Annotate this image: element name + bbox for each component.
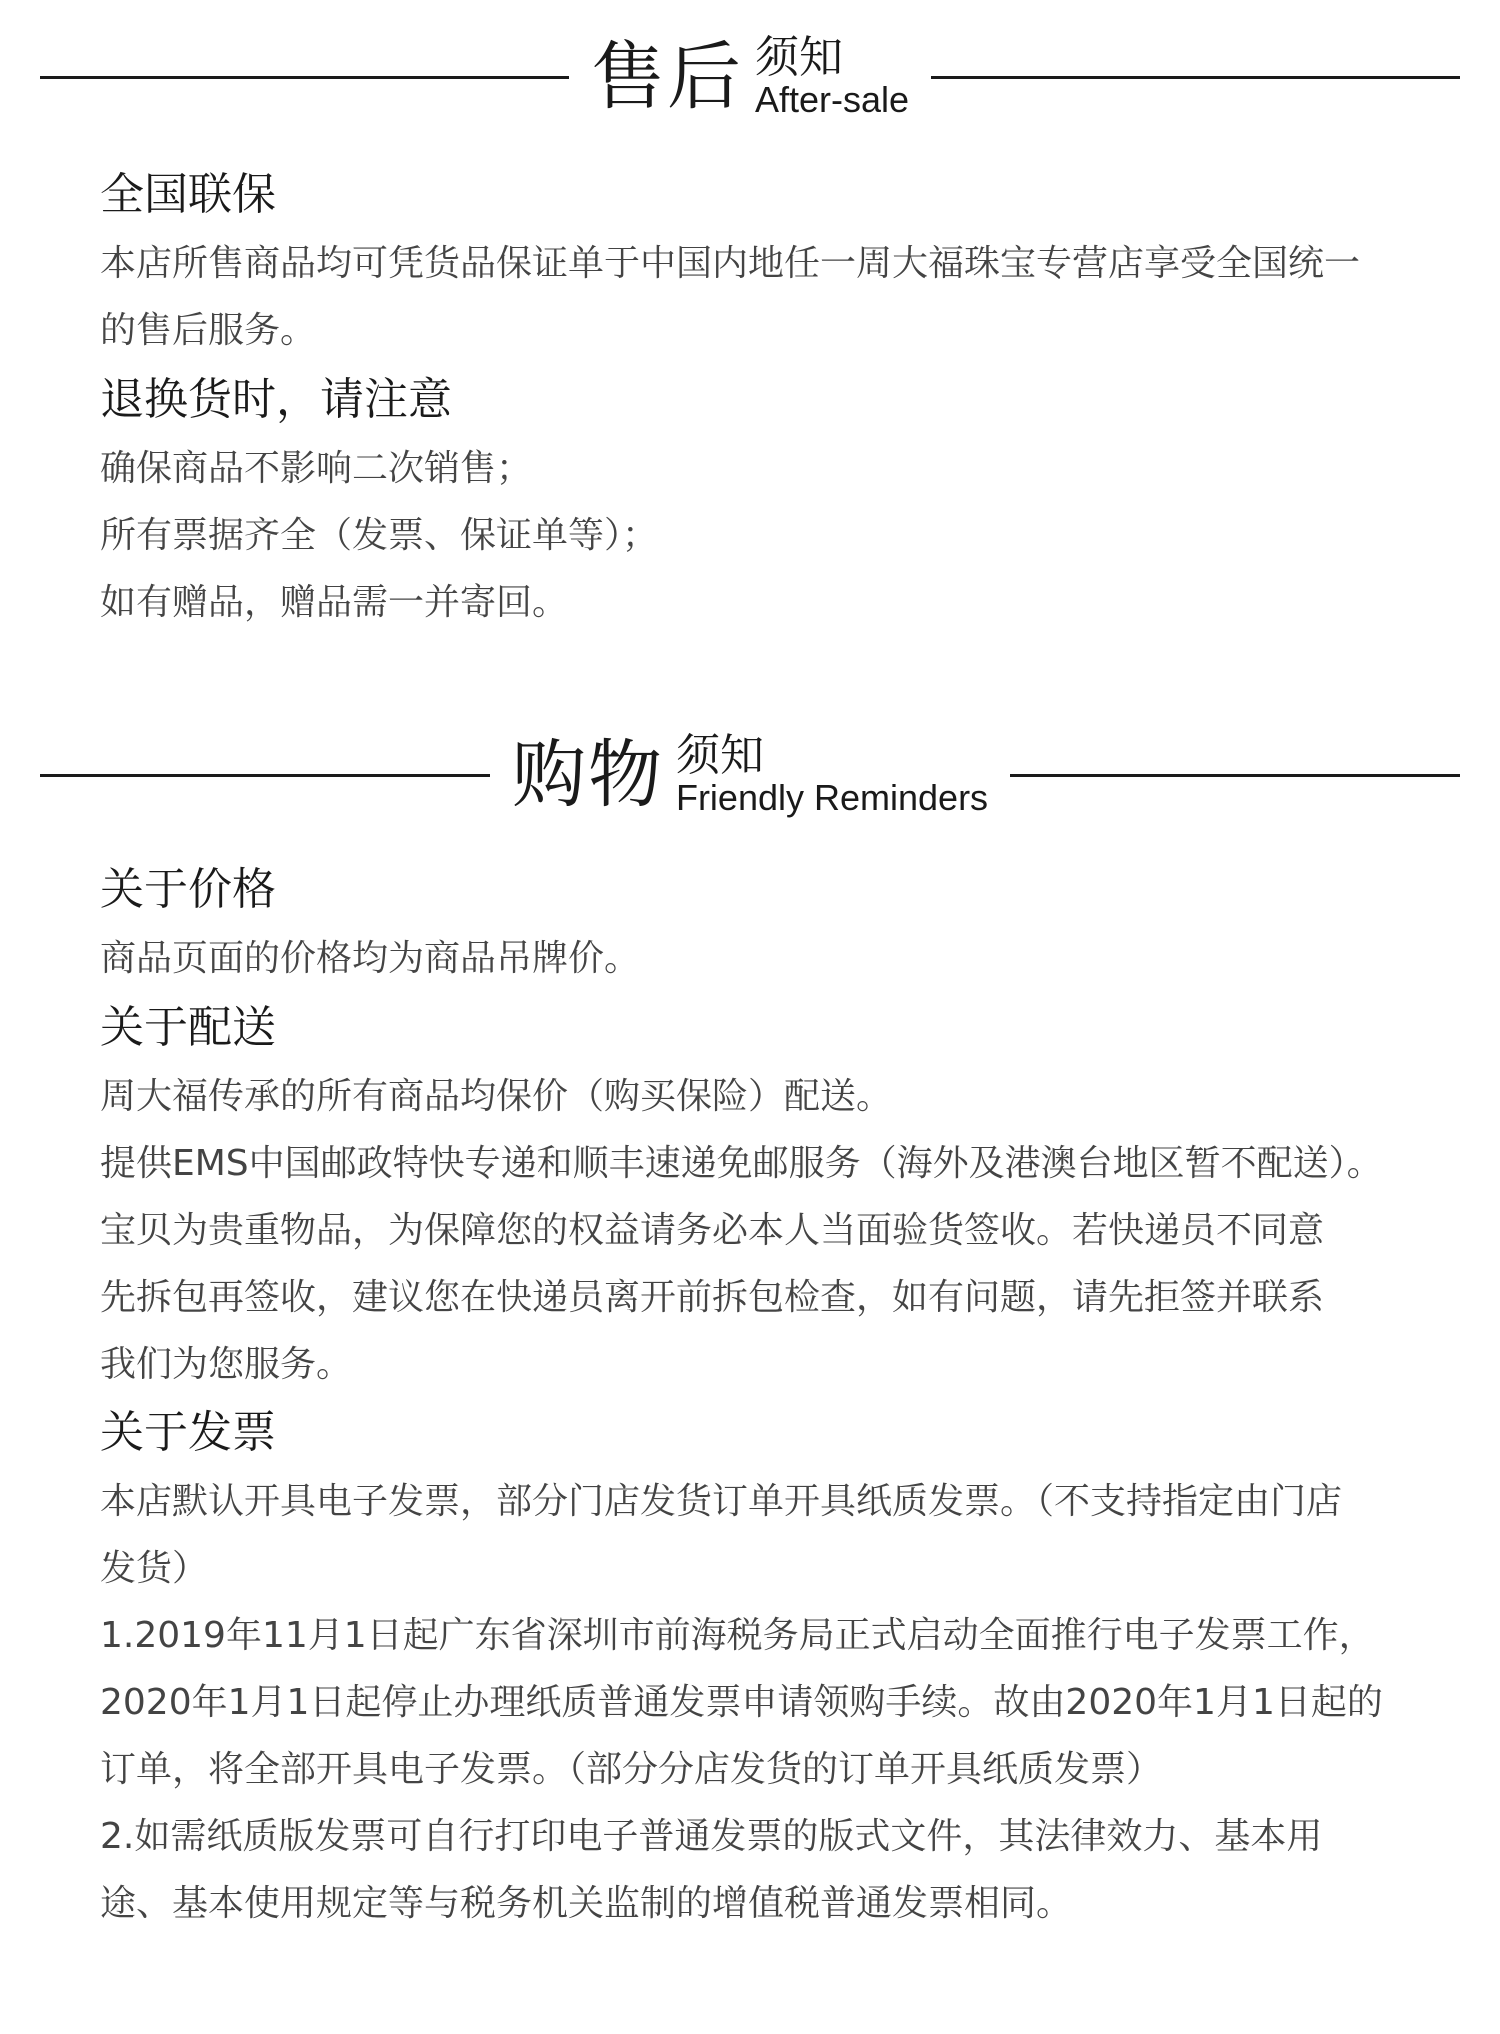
section-line: 1.2019年11月1日起广东省深圳市前海税务局正式启动全面推行电子发票工作， [100, 1615, 1375, 1656]
divider-line-left [40, 76, 569, 79]
divider-line-right [1010, 774, 1460, 777]
aftersale-title-zh: 须知 [754, 32, 843, 83]
divider-line-right [931, 76, 1460, 79]
section-line: 本店所售商品均可凭货品保证单于中国内地任一周大福珠宝专营店享受全国统一 [100, 243, 1361, 284]
section-line: 先拆包再签收，建议您在快递员离开前拆包检查，如有问题，请先拒签并联系 [100, 1277, 1325, 1318]
section-heading: 关于配送 [100, 1002, 276, 1053]
section-line: 订单，将全部开具电子发票。（部分分店发货的订单开具纸质发票） [100, 1749, 1163, 1790]
section-line: 确保商品不影响二次销售； [100, 448, 533, 489]
aftersale-section-warranty [100, 160, 1440, 364]
section-line: 2020年1月1日起停止办理纸质普通发票申请领购手续。故由2020年1月1日起的 [100, 1682, 1383, 1723]
section-line: 商品页面的价格均为商品吊牌价。 [100, 938, 641, 979]
shopping-section-price [100, 855, 1440, 992]
section-line: 途、基本使用规定等与税务机关监制的增值税普通发票相同。 [100, 1883, 1073, 1924]
section-line: 所有票据齐全（发票、保证单等）； [100, 515, 659, 556]
section-line: 本店默认开具电子发票，部分门店发货订单开具纸质发票。（不支持指定由门店 [100, 1481, 1343, 1522]
shopping-title-main: 购物 [511, 732, 664, 818]
aftersale-section-returns [100, 365, 1440, 636]
shopping-header [40, 730, 1460, 820]
section-line: 发货） [100, 1548, 209, 1589]
section-line: 如有赠品，赠品需一并寄回。 [100, 582, 569, 623]
shopping-title-en: Friendly Reminders [675, 777, 989, 818]
section-heading: 退换货时，请注意 [100, 374, 452, 425]
shopping-title-zh: 须知 [675, 730, 764, 781]
section-line: 我们为您服务。 [100, 1344, 353, 1385]
shopping-section-invoice [100, 1398, 1440, 1937]
shopping-title-side [675, 730, 989, 818]
section-heading: 关于价格 [100, 864, 276, 915]
shopping-section-delivery [100, 993, 1440, 1398]
aftersale-title [569, 32, 931, 120]
shopping-title [490, 730, 1010, 818]
section-line: 周大福传承的所有商品均保价（购买保险）配送。 [100, 1076, 893, 1117]
divider-line-left [40, 774, 490, 777]
aftersale-title-en: After-sale [754, 79, 910, 120]
aftersale-header [40, 32, 1460, 122]
aftersale-title-side [754, 32, 910, 120]
section-line: 提供EMS中国邮政特快专递和顺丰速递免邮服务（海外及港澳台地区暂不配送）。 [100, 1143, 1383, 1184]
section-heading: 关于发票 [100, 1407, 276, 1458]
aftersale-title-main: 售后 [590, 34, 743, 120]
section-heading: 全国联保 [100, 169, 276, 220]
section-line: 宝贝为贵重物品，为保障您的权益请务必本人当面验货签收。若快递员不同意 [100, 1210, 1325, 1251]
section-line: 2.如需纸质版发票可自行打印电子普通发票的版式文件，其法律效力、基本用 [100, 1816, 1323, 1857]
section-line: 的售后服务。 [100, 310, 317, 351]
